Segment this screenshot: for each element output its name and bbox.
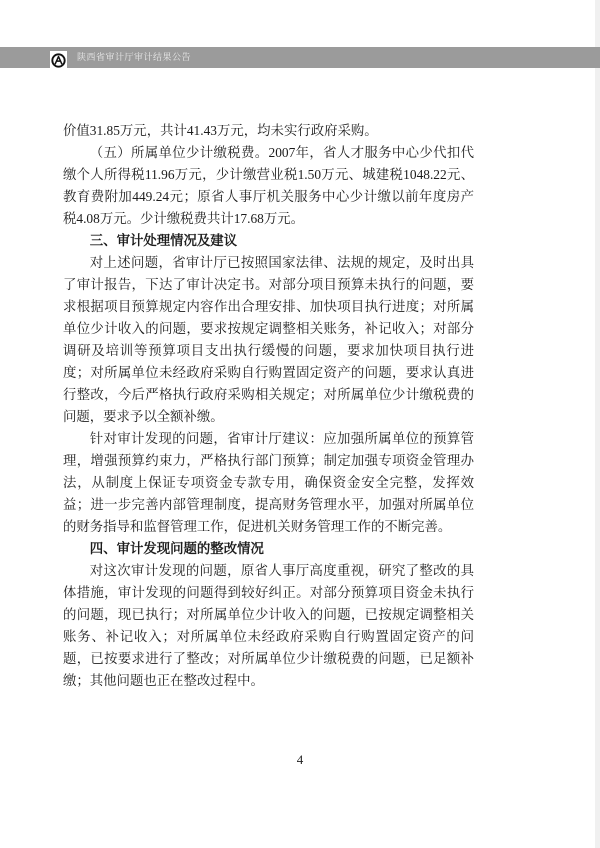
scan-edge-shade	[595, 0, 600, 848]
section-heading-4-rectification: 四、审计发现问题的整改情况	[89, 541, 264, 556]
paragraph-audit-suggestions: 针对审计发现的问题，省审计厅建议：应加强所属单位的预算管理，增强预算约束力，严格执行部门预算；制定加强专项资金管理办法，从制度上保证专项资金专款专用，确保资金安全完整，发挥效益；进一步完善内部管理制度，提高财务管理水平，加强对所属单位的财务指导和监督管理工作，促进机关财务管理工作的不断完善。	[63, 431, 474, 534]
paragraph-rectification: 对这次审计发现的问题，原省人事厅高度重视，研究了整改的具体措施，审计发现的问题得到较好纠正。对部分预算项目资金未执行的问题，现已执行；对所属单位少计收入的问题，已按规定调整相关账务、补记收入；对所属单位未经政府采购自行购置固定资产的问题，已按要求进行了整改；对所属单位少计缴税费的问题，已足额补缴；其他问题也正在整改过程中。	[63, 563, 474, 688]
header-title: 陕西省审计厅审计结果公告	[77, 52, 192, 62]
audit-logo	[50, 51, 67, 69]
paragraph-audit-handling: 对上述问题，省审计厅已按照国家法律、法规的规定，及时出具了审计报告，下达了审计决定书。对部分项目预算未执行的问题，要求根据项目预算规定内容作出合理安排、加快项目执行进度；对所属单位少计收入的问题，要求按规定调整相关账务，补记收入；对部分调研及培训等预算项目支出执行缓慢的问题，要求加快项目执行进度；对所属单位未经政府采购自行购置固定资产的问题，要求认真进行整改，今后严格执行政府采购相关规定；对所属单位少计缴税费的问题，要求予以全额补缴。	[63, 255, 474, 424]
paragraph-continuation: 价值31.85万元，共计41.43万元，均未实行政府采购。	[63, 123, 378, 138]
page-number: 4	[296, 752, 304, 767]
document-body	[63, 120, 474, 692]
paragraph-section5-taxes: （五）所属单位少计缴税费。2007年，省人才服务中心少代扣代缴个人所得税11.96万元，少计缴营业税1.50万元、城建税1048.22元、教育费附加449.24元；原省人事厅机关服务中心少计缴以前年度房产税4.08万元。少计缴税费共计17.68万元。	[63, 145, 474, 226]
audit-emblem-icon	[51, 53, 66, 68]
section-heading-3-audit-handling: 三、审计处理情况及建议	[89, 233, 238, 248]
